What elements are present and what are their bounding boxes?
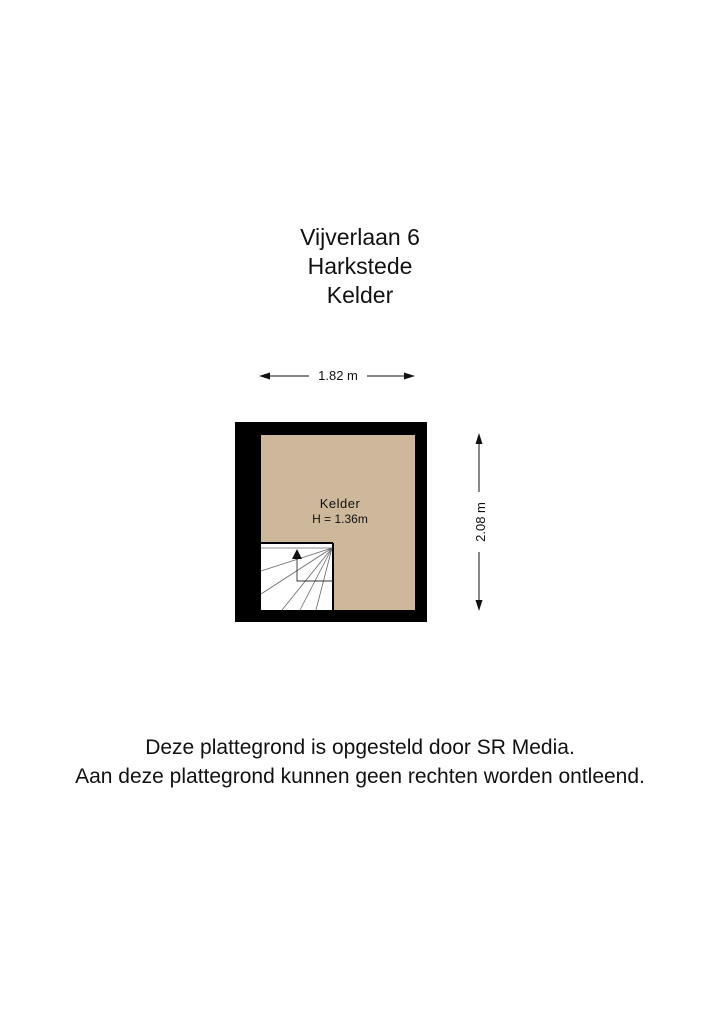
address-title: Vijverlaan 6: [300, 224, 420, 250]
width-dimension-label: 1.82 m: [309, 366, 367, 386]
disclaimer-line-2: Aan deze plattegrond kunnen geen rechten worden ontleend.: [75, 765, 645, 788]
staircase: [261, 543, 333, 610]
depth-dimension-label: 2.08 m: [473, 492, 489, 552]
city-title: Harkstede: [307, 253, 413, 279]
floor-title: Kelder: [326, 282, 394, 308]
room-height-label: H = 1.36m: [312, 512, 368, 526]
room-name-label: Kelder: [319, 496, 361, 511]
disclaimer-line-1: Deze plattegrond is opgesteld door SR Media.: [145, 736, 575, 759]
